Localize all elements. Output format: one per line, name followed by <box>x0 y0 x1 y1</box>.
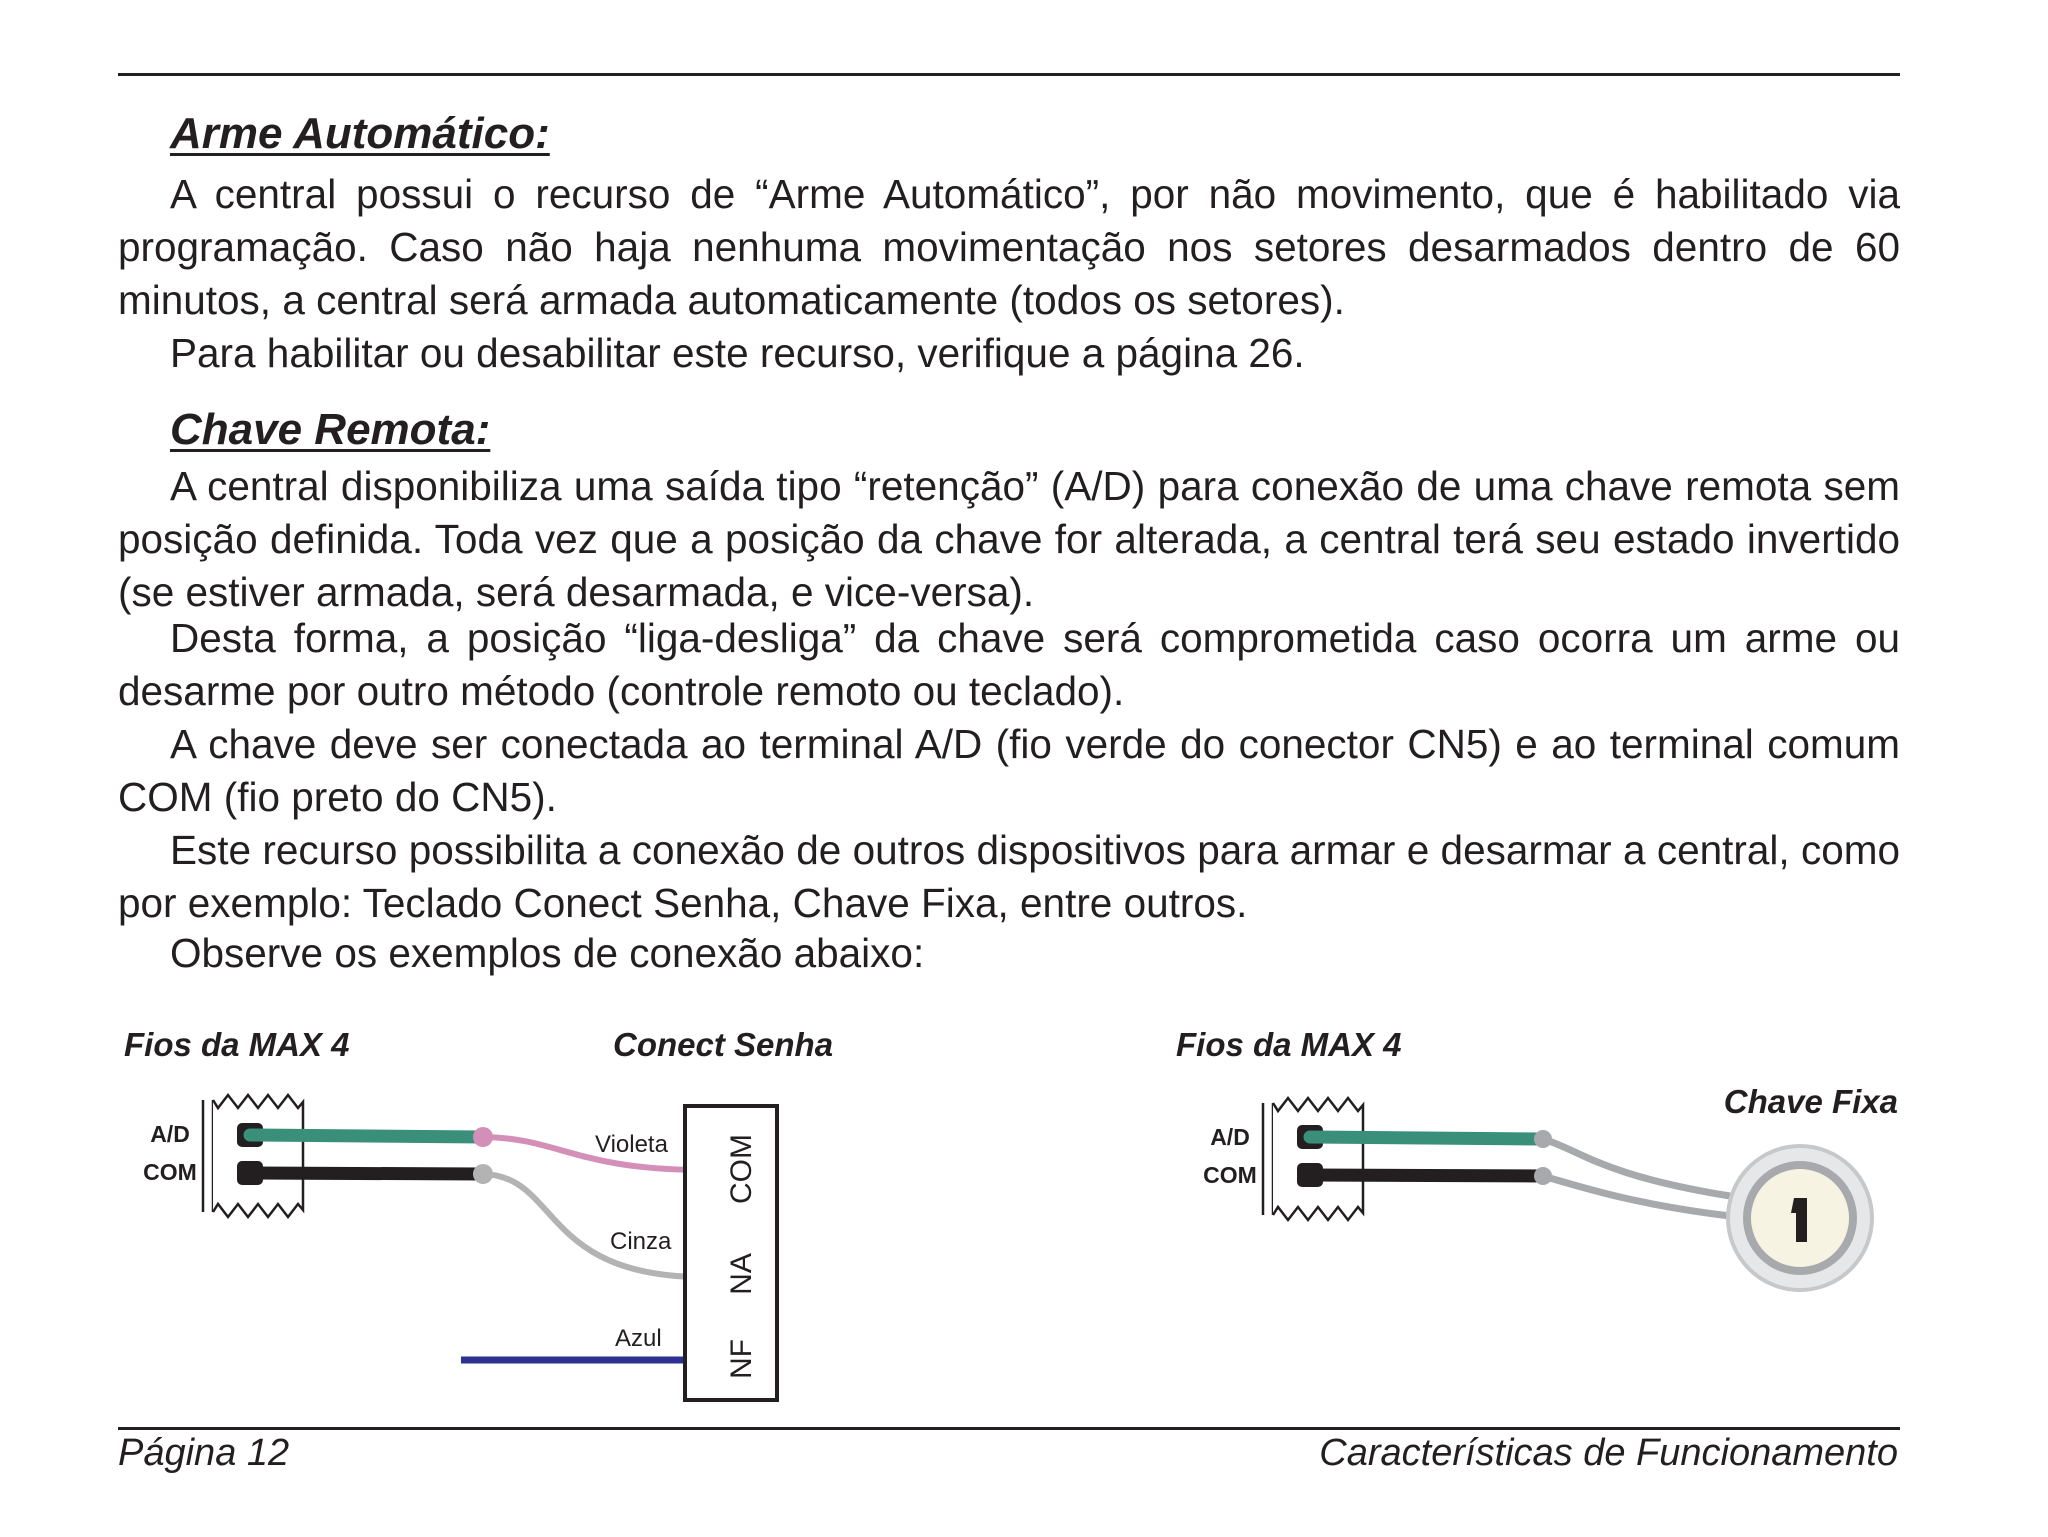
diagram-left-device-title: Conect Senha <box>613 1026 834 1063</box>
connector-left <box>203 1095 303 1217</box>
splice-right-lower <box>1534 1167 1552 1185</box>
wire-green-left <box>250 1135 483 1137</box>
wire-cinza <box>483 1174 706 1277</box>
terminal-label-com-left: COM <box>143 1159 197 1185</box>
terminal-label-com-right: COM <box>1203 1162 1257 1188</box>
terminal-label-ad-left: A/D <box>150 1121 190 1147</box>
diagram-left-title: Fios da MAX 4 <box>124 1026 350 1063</box>
heading-arme-automatico: Arme Automático: <box>170 109 550 158</box>
splice-violeta <box>473 1127 493 1147</box>
paragraph-arme-automatico-2: Para habilitar ou desabilitar este recurso, verifique a página 26. <box>170 330 1305 376</box>
splice-cinza <box>473 1164 493 1184</box>
paragraph-arme-automatico-1: A central possui o recurso de “Arme Automático”, por não movimento, que é habilitado via programação. Caso não haja nenhuma movimentação nos setores desarmados dentro de 60 minutos, a central será armada automaticamente (todos os setores). <box>118 171 1900 323</box>
chave-fixa-key-icon <box>1728 1146 1872 1290</box>
wire-violeta <box>483 1137 705 1170</box>
connector-right <box>1263 1098 1363 1220</box>
wire-green-right <box>1310 1137 1543 1139</box>
footer-page-number: Página 12 <box>118 1432 290 1474</box>
device-terminal-com: COM <box>725 1134 758 1204</box>
wire-label-violeta: Violeta <box>595 1131 668 1158</box>
wire-label-azul: Azul <box>615 1325 662 1352</box>
splice-right-upper <box>1534 1130 1552 1148</box>
device-terminal-nf: NF <box>725 1339 758 1379</box>
footer-section-title: Características de Funcionamento <box>1319 1432 1898 1474</box>
paragraph-chave-remota-2: Desta forma, a posição “liga-desliga” da chave será comprometida caso ocorra um arme ou desarme por outro método (controle remoto ou teclado). <box>118 615 1900 714</box>
wire-gray-lower <box>1543 1176 1730 1216</box>
diagram-right-title: Fios da MAX 4 <box>1176 1026 1402 1063</box>
paragraph-chave-remota-1: A central disponibiliza uma saída tipo “retenção” (A/D) para conexão de uma chave remota sem posição definida. Toda vez que a posição da chave for alterada, a central terá seu estado invertido (se estiver armada, será desarmada, e vice-versa). <box>118 463 1900 615</box>
paragraph-chave-remota-3: A chave deve ser conectada ao terminal A/D (fio verde do conector CN5) e ao terminal comum COM (fio preto do CN5). <box>118 721 1900 820</box>
paragraph-chave-remota-5: Observe os exemplos de conexão abaixo: <box>170 930 925 976</box>
heading-chave-remota: Chave Remota: <box>170 405 491 454</box>
wire-label-cinza: Cinza <box>610 1228 672 1255</box>
paragraph-chave-remota-4: Este recurso possibilita a conexão de outros dispositivos para armar e desarmar a central, como por exemplo: Teclado Conect Senha, Chave Fixa, entre outros. <box>118 827 1900 926</box>
bottom-rule <box>118 1427 1900 1430</box>
device-terminal-na: NA <box>725 1253 758 1295</box>
terminal-label-ad-right: A/D <box>1210 1124 1250 1150</box>
diagram-right-device-title: Chave Fixa <box>1723 1083 1898 1120</box>
wire-black-left <box>250 1173 483 1174</box>
wire-black-right <box>1310 1175 1543 1176</box>
